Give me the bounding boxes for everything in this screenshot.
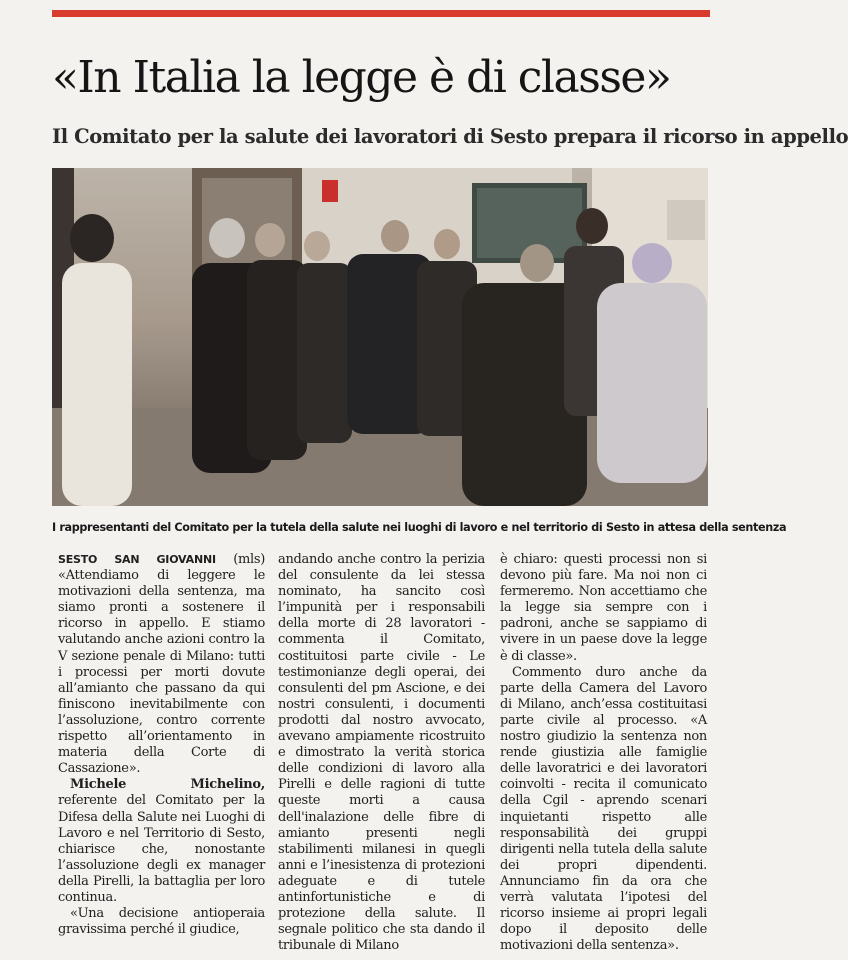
subheadline: Il Comitato per la salute dei lavoratori di Sesto prepara il ricorso in appello bbox=[52, 125, 848, 148]
paragraph: Commento duro anche da parte della Camera del Lavoro di Milano, anch’essa costituitasi parte civile al processo. «A nostro giudizio la sentenza non rende giustizia alle famiglie delle lavoratrici e dei lavoratori coinvolti - recita il comunicato della Cgil - aprendo scenari inquietanti rispetto alle responsabilità dei gruppi dirigenti nella tutela della salute dei propri dipendenti. Annunciamo fin da ora che verrà valutata l’ipotesi del ricorso insieme ai propri legali dopo il deposito delle motivazioni della sentenza». bbox=[500, 664, 707, 954]
quoted-person-name: Michele Michelino, bbox=[70, 777, 265, 793]
headline: «In Italia la legge è di classe» bbox=[52, 52, 671, 103]
photo-illustration bbox=[52, 168, 708, 506]
news-photo bbox=[52, 168, 708, 506]
article-column-3 bbox=[500, 552, 707, 954]
article-column-1 bbox=[58, 552, 265, 938]
photo-caption: I rappresentanti del Comitato per la tutela della salute nei luoghi di lavoro e nel territorio di Sesto in attesa della sentenza bbox=[52, 521, 787, 534]
article-column-2 bbox=[278, 552, 485, 954]
paragraph bbox=[58, 552, 265, 777]
paragraph: andando anche contro la perizia del consulente da lei stessa nominato, ha sancito così l’impunità per i responsabili della morte di 28 lavoratori - commenta il Comitato, costituitosi parte civile - Le testimonianze degli operai, dei consulenti del pm Ascione, e dei nostri consulenti, i documenti prodotti dal nostro avvocato, avevano ampiamente ricostruito e dimostrato la verità storica delle condizioni di lavoro alla Pirelli e delle ragioni di tutte queste morti a causa dell'inalazione delle fibre di amianto presenti negli stabilimenti milanesi in quegli anni e l’inesistenza di protezioni adeguate e di tutele antinfortunistiche e di protezione della salute. Il segnale politico che sta dando il tribunale di Milano bbox=[278, 552, 485, 954]
paragraph-text: referente del Comitato per la Difesa della Salute nei Luoghi di Lavoro e nel Territorio di Sesto, chiarisce che, nonostante l’assoluzione degli ex manager della Pirelli, la battaglia per loro continua. bbox=[58, 793, 265, 905]
paragraph-text: (mls) «Attendiamo di leggere le motivazioni della sentenza, ma siamo pronti a sostenere il ricorso in appello. E stiamo valutando anche azioni contro la V sezione penale di Milano: tutti i processi per morti dovute all’amianto che passano da qui finiscono inevitabilmente con l’assoluzione, contro corrente rispetto all’orientamento in materia della Corte di Cassazione». bbox=[58, 552, 265, 777]
top-red-rule bbox=[52, 10, 710, 17]
paragraph: «Una decisione antioperaia gravissima perché il giudice, bbox=[58, 906, 265, 938]
dateline: SESTO SAN GIOVANNI bbox=[58, 553, 216, 566]
paragraph bbox=[58, 777, 265, 906]
paragraph: è chiaro: questi processi non si devono più fare. Ma noi non ci fermeremo. Non accettiamo che la legge sia sempre con i padroni, anche se sappiamo di vivere in un paese dove la legge è di classe». bbox=[500, 552, 707, 664]
